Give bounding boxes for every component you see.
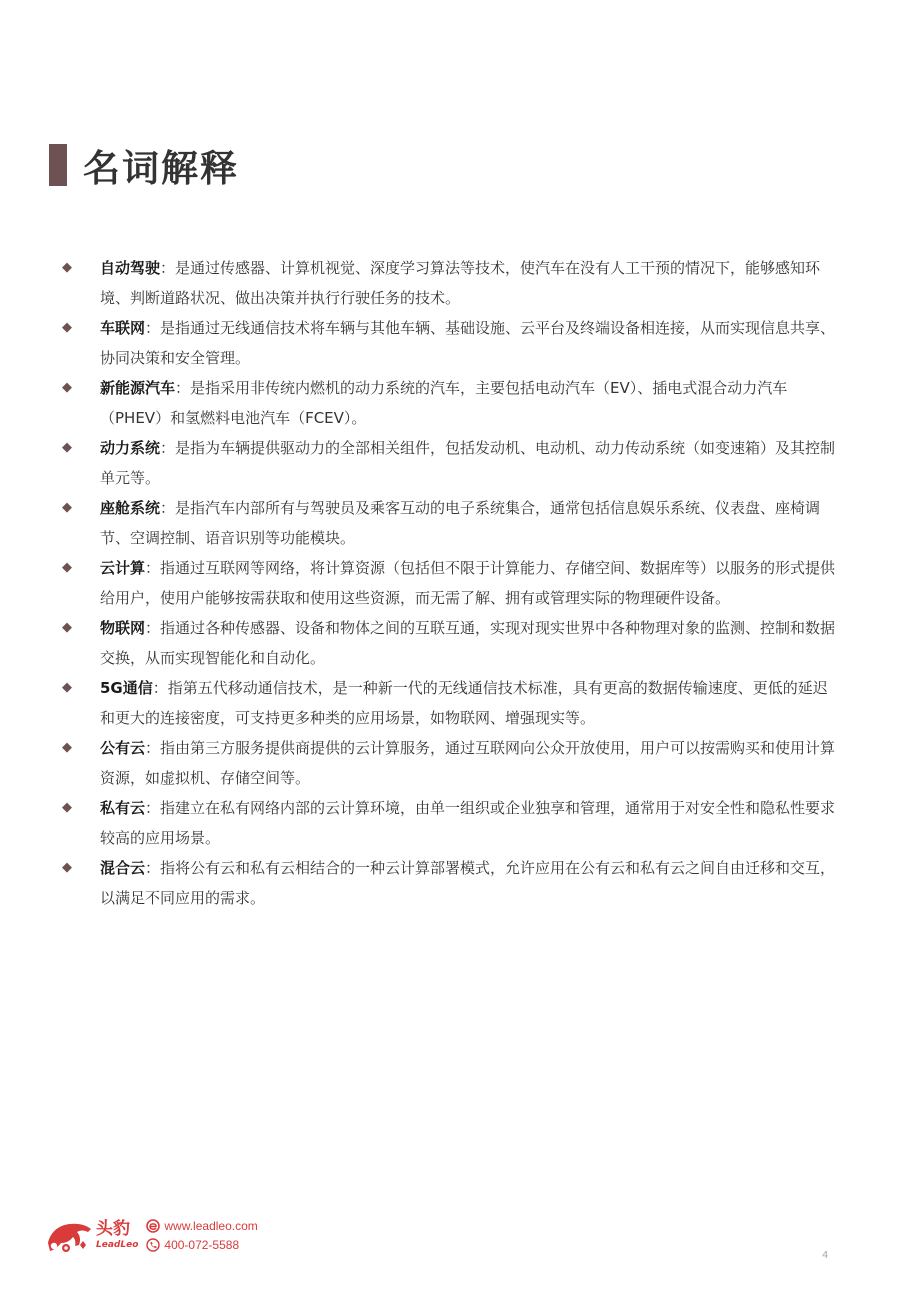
website-link[interactable]: www.leadleo.com <box>164 1218 258 1233</box>
term-separator: ： <box>160 439 176 457</box>
term-name: 公有云 <box>100 739 146 757</box>
diamond-icon: ◆ <box>62 560 72 575</box>
term-separator: ： <box>145 859 161 877</box>
term-name: 云计算 <box>100 559 146 577</box>
list-item <box>62 733 842 793</box>
term-text <box>100 253 842 313</box>
term-separator: ： <box>152 679 168 697</box>
logo-text <box>96 1219 138 1251</box>
term-text <box>100 673 842 733</box>
term-separator: ： <box>145 739 161 757</box>
list-item <box>62 613 842 673</box>
term-name: 私有云 <box>100 799 146 817</box>
term-description: 指将公有云和私有云相结合的一种云计算部署模式，允许应用在公有云和私有云之间自由迁移和交互，以满足不同应用的需求。 <box>100 859 836 907</box>
phone-number: 400-072-5588 <box>164 1237 240 1252</box>
diamond-icon: ◆ <box>62 620 72 635</box>
header-accent-bar <box>49 144 67 186</box>
term-text <box>100 853 842 913</box>
list-item <box>62 313 842 373</box>
term-description: 是指采用非传统内燃机的动力系统的汽车，主要包括电动汽车（EV）、插电式混合动力汽车（PHEV）和氢燃料电池汽车（FCEV）。 <box>100 379 788 427</box>
term-text <box>100 313 842 373</box>
term-description: 指建立在私有网络内部的云计算环境，由单一组织或企业独享和管理，通常用于对安全性和隐私性要求较高的应用场景。 <box>100 799 836 847</box>
term-separator: ： <box>145 799 161 817</box>
contact-info <box>146 1216 257 1254</box>
term-name: 动力系统 <box>100 439 161 457</box>
term-separator: ： <box>145 559 161 577</box>
term-description: 指第五代移动通信技术，是一种新一代的无线通信技术标准，具有更高的数据传输速度、更低的延迟和更大的连接密度，可支持更多种类的应用场景，如物联网、增强现实等。 <box>100 679 828 727</box>
diamond-icon: ◆ <box>62 740 72 755</box>
term-name: 自动驾驶 <box>100 259 161 277</box>
glossary-list <box>62 253 842 913</box>
list-item <box>62 493 842 553</box>
list-item <box>62 853 842 913</box>
diamond-icon: ◆ <box>62 440 72 455</box>
term-text <box>100 433 842 493</box>
term-separator: ： <box>145 619 161 637</box>
website-row <box>146 1216 257 1235</box>
page-title: 名词解释 <box>83 147 239 190</box>
list-item <box>62 553 842 613</box>
term-description: 是指通过无线通信技术将车辆与其他车辆、基础设施、云平台及终端设备相连接，从而实现信息共享、协同决策和安全管理。 <box>100 319 836 367</box>
term-text <box>100 493 842 553</box>
diamond-icon: ◆ <box>62 380 72 395</box>
list-item <box>62 373 842 433</box>
page-number: 4 <box>822 1250 829 1261</box>
phone-icon <box>146 1238 160 1252</box>
diamond-icon: ◆ <box>62 260 72 275</box>
diamond-icon: ◆ <box>62 320 72 335</box>
e-icon <box>146 1219 160 1233</box>
diamond-icon: ◆ <box>62 680 72 695</box>
diamond-icon: ◆ <box>62 800 72 815</box>
term-text <box>100 373 842 433</box>
term-name: 混合云 <box>100 859 146 877</box>
diamond-icon: ◆ <box>62 860 72 875</box>
term-text <box>100 733 842 793</box>
term-text <box>100 793 842 853</box>
term-description: 是指为车辆提供驱动力的全部相关组件，包括发动机、电动机、动力传动系统（如变速箱）及其控制单元等。 <box>100 439 836 487</box>
term-text <box>100 553 842 613</box>
logo-name-cn: 头豹 <box>96 1219 130 1239</box>
footer-brand <box>44 1215 258 1255</box>
term-name: 座舱系统 <box>100 499 161 517</box>
term-description: 是通过传感器、计算机视觉、深度学习算法等技术，使汽车在没有人工干预的情况下，能够感知环境、判断道路状况、做出决策并执行行驶任务的技术。 <box>100 259 821 307</box>
list-item <box>62 793 842 853</box>
term-separator: ： <box>160 259 176 277</box>
phone-row <box>146 1235 257 1254</box>
list-item <box>62 253 842 313</box>
list-item <box>62 433 842 493</box>
logo-name-en: LeadLeo <box>96 1240 139 1250</box>
term-separator: ： <box>145 319 161 337</box>
term-text <box>100 613 842 673</box>
term-separator: ： <box>160 499 176 517</box>
list-item <box>62 673 842 733</box>
leopard-logo-icon <box>44 1215 94 1255</box>
term-description: 指通过各种传感器、设备和物体之间的互联互通，实现对现实世界中各种物理对象的监测、控制和数据交换，从而实现智能化和自动化。 <box>100 619 836 667</box>
term-separator: ： <box>175 379 191 397</box>
term-name: 5G通信 <box>100 679 153 697</box>
term-description: 指由第三方服务提供商提供的云计算服务，通过互联网向公众开放使用，用户可以按需购买和使用计算资源，如虚拟机、存储空间等。 <box>100 739 836 787</box>
term-name: 车联网 <box>100 319 146 337</box>
term-name: 新能源汽车 <box>100 379 176 397</box>
diamond-icon: ◆ <box>62 500 72 515</box>
term-name: 物联网 <box>100 619 146 637</box>
term-description: 指通过互联网等网络，将计算资源（包括但不限于计算能力、存储空间、数据库等）以服务的形式提供给用户，使用户能够按需获取和使用这些资源，而无需了解、拥有或管理实际的物理硬件设备。 <box>100 559 836 607</box>
section-header <box>49 143 239 190</box>
term-description: 是指汽车内部所有与驾驶员及乘客互动的电子系统集合，通常包括信息娱乐系统、仪表盘、座椅调节、空调控制、语音识别等功能模块。 <box>100 499 821 547</box>
